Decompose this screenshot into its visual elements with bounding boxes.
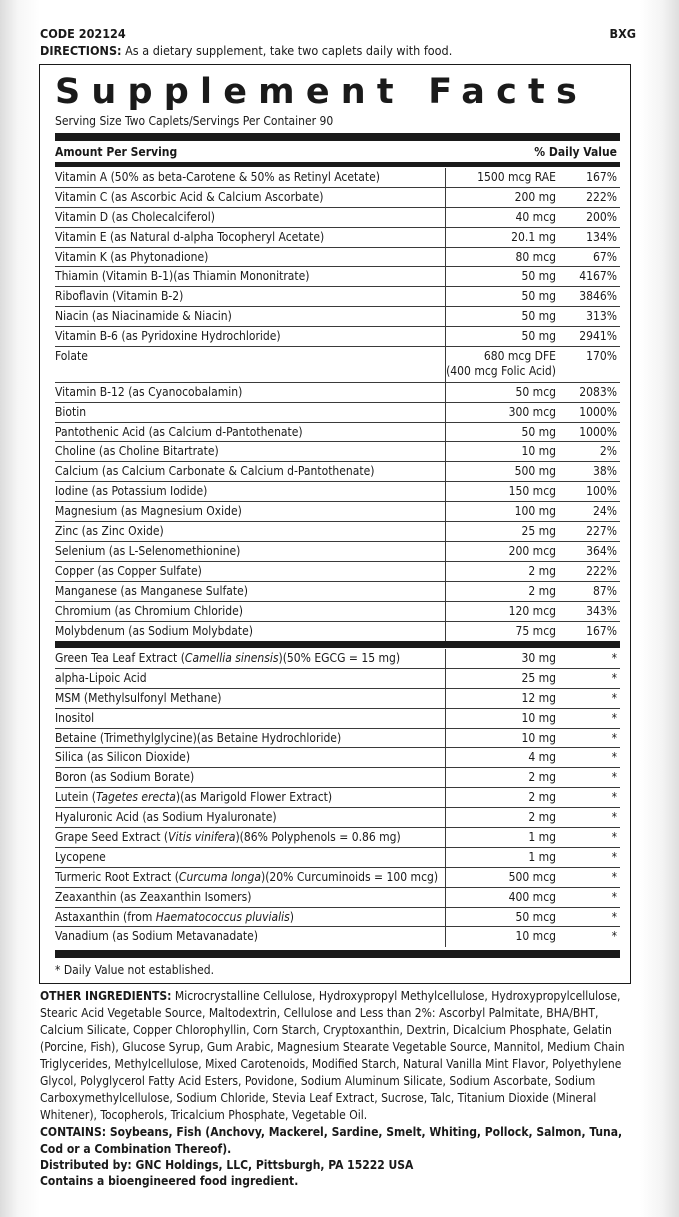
daily-value: 67%: [593, 249, 617, 264]
nutrient-name: Lutein (Tagetes erecta)(as Marigold Flower Extract): [55, 790, 333, 805]
nutrient-row: [55, 502, 620, 522]
daily-value: *: [611, 651, 617, 665]
nutrient-row: [55, 188, 620, 208]
column-separator: [445, 888, 446, 907]
nutrient-amount: 500 mg: [514, 464, 556, 479]
nutrient-amount: 25 mg: [521, 670, 556, 685]
brand-code: BXG: [609, 26, 636, 41]
nutrient-amount: 30 mg: [521, 651, 556, 665]
directions: [40, 43, 452, 58]
column-separator: [445, 482, 446, 501]
nutrient-name: Copper (as Copper Sulfate): [55, 563, 202, 578]
nutrient-amount: 20.1 mg: [511, 229, 556, 244]
column-separator: [445, 748, 446, 767]
daily-value: 2941%: [579, 329, 617, 344]
column-separator: [445, 502, 446, 521]
nutrient-row: [55, 888, 620, 908]
nutrient-row: [55, 462, 620, 482]
amount-per-serving-header: Amount Per Serving: [55, 145, 178, 159]
column-separator: [445, 828, 446, 847]
nutrient-row: [55, 808, 620, 828]
panel-title: Supplement Facts: [55, 72, 588, 112]
daily-value: 134%: [586, 229, 617, 244]
thick-divider: [55, 950, 620, 958]
nutrient-amount: 2 mg: [528, 583, 556, 598]
column-separator: [445, 267, 446, 286]
daily-value: *: [611, 869, 617, 884]
nutrient-row: [55, 482, 620, 502]
nutrient-name: Boron (as Sodium Borate): [55, 770, 195, 785]
column-separator: [445, 562, 446, 581]
thick-divider: [55, 133, 620, 141]
nutrient-amount: 100 mg: [514, 504, 556, 519]
daily-value: *: [611, 929, 617, 944]
nutrient-row: [55, 582, 620, 602]
column-separator: [445, 622, 446, 642]
nutrient-amount: 4 mg: [528, 750, 556, 765]
column-separator: [445, 788, 446, 807]
nutrient-row: [55, 168, 620, 188]
daily-value: 2083%: [579, 384, 617, 399]
daily-value: 167%: [586, 170, 617, 184]
daily-value: 364%: [586, 543, 617, 558]
nutrient-name: Vitamin B-12 (as Cyanocobalamin): [55, 384, 243, 399]
nutrient-row: [55, 649, 620, 669]
nutrient-name: Selenium (as L-Selenomethionine): [55, 543, 241, 558]
nutrient-amount: 10 mg: [521, 710, 556, 725]
nutrient-amount: 50 mg: [521, 289, 556, 304]
daily-value: *: [611, 889, 617, 904]
column-separator: [445, 307, 446, 326]
column-separator: [445, 287, 446, 306]
daily-value: 24%: [593, 504, 617, 519]
other-ingredients-text: Microcrystalline Cellulose, Hydroxypropyl Methylcellulose, Hydroxypropylcellulose, Stearic Acid Vegetable Source, Maltodextrin, Cellulose and Less than 2%: Ascorbyl Palmitate, BHA/BHT, Calcium Silicate, Copper Chlorophyllin, Corn Starch, Cryptoxanthin, Dextrin, Dicalcium Phosphate, Gelatin (Porcine, Fish), Glucose Syrup, Gum Arabic, Magnesium Stearate Vegetable Source, Mannitol, Medium Chain Triglycerides, Methylcellulose, Mixed Carotenoids, Modified Starch, Natural Vanilla Mint Flavor, Polyethylene Glycol, Polyglycerol Fatty Acid Esters, Povidone, Sodium Aluminum Silicate, Sodium Ascorbate, Sodium Carboxymethylcellulose, Sodium Chloride, Stevia Leaf Extract, Sucrose, Talc, Titanium Dioxide (Mineral Whitener), Tocopherols, Tricalcium Phosphate, Vegetable Oil.: [40, 989, 625, 1122]
product-code: CODE 202124: [40, 26, 126, 41]
nutrient-row: [55, 828, 620, 848]
daily-value: 100%: [586, 484, 617, 499]
daily-value: 227%: [586, 524, 617, 539]
nutrient-row: [55, 287, 620, 307]
column-separator: [445, 689, 446, 708]
bioengineered-notice: Contains a bioengineered food ingredient.: [40, 1174, 299, 1188]
nutrient-name: Vitamin B-6 (as Pyridoxine Hydrochloride): [55, 329, 281, 344]
nutrient-name: Manganese (as Manganese Sulfate): [55, 583, 248, 598]
nutrient-row: [55, 208, 620, 228]
nutrient-amount: 50 mcg: [515, 384, 556, 399]
nutrient-amount: 25 mg: [521, 524, 556, 539]
nutrient-row: [55, 403, 620, 423]
nutrient-name: Biotin: [55, 404, 87, 419]
directions-text: As a dietary supplement, take two caplets daily with food.: [121, 43, 453, 58]
nutrient-row: [55, 602, 620, 622]
directions-label: DIRECTIONS:: [40, 43, 122, 58]
nutrient-amount: 50 mg: [521, 269, 556, 284]
nutrient-name: Zeaxanthin (as Zeaxanthin Isomers): [55, 889, 252, 904]
nutrient-amount: 1500 mcg RAE: [477, 170, 556, 184]
nutrient-name: Choline (as Choline Bitartrate): [55, 444, 219, 459]
nutrient-amount: 1 mg: [528, 830, 556, 845]
nutrient-row: [55, 248, 620, 268]
daily-value: 3846%: [579, 289, 617, 304]
other-ingredients: [40, 988, 640, 1124]
nutrient-row: [55, 228, 620, 248]
daily-value: 170%: [586, 349, 617, 364]
nutrient-name: Magnesium (as Magnesium Oxide): [55, 504, 242, 519]
column-separator: [445, 208, 446, 227]
medium-divider: [55, 162, 620, 167]
column-separator: [445, 602, 446, 621]
daily-value: *: [611, 730, 617, 745]
nutrient-name: Turmeric Root Extract (Curcuma longa)(20% Curcuminoids = 100 mcg): [55, 869, 439, 884]
nutrient-amount-note: (400 mcg Folic Acid): [446, 364, 556, 379]
column-separator: [445, 868, 446, 887]
nutrient-name: Riboflavin (Vitamin B-2): [55, 289, 184, 304]
nutrient-amount: 40 mcg: [515, 209, 556, 224]
nutrient-row: [55, 669, 620, 689]
daily-value: 1000%: [579, 404, 617, 419]
daily-value: *: [611, 810, 617, 825]
nutrient-name: Zinc (as Zinc Oxide): [55, 524, 164, 539]
nutrient-name: Pantothenic Acid (as Calcium d-Pantothenate): [55, 424, 303, 439]
column-separator: [445, 327, 446, 346]
daily-value: 200%: [586, 209, 617, 224]
serving-info: Serving Size Two Caplets/Servings Per Container 90: [55, 114, 334, 128]
nutrient-name: Lycopene: [55, 849, 106, 864]
daily-value: 2%: [599, 444, 617, 459]
column-separator: [445, 808, 446, 827]
column-separator: [445, 709, 446, 728]
daily-value: 1000%: [579, 424, 617, 439]
nutrient-amount: 500 mcg: [508, 869, 556, 884]
nutrient-row: [55, 748, 620, 768]
nutrient-row: [55, 788, 620, 808]
nutrient-row: [55, 383, 620, 403]
column-separator: [445, 228, 446, 247]
column-separator: [445, 582, 446, 601]
nutrient-amount: 12 mg: [521, 690, 556, 705]
nutrient-name: Vitamin K (as Phytonadione): [55, 249, 209, 264]
column-separator: [445, 522, 446, 541]
nutrient-name: Astaxanthin (from Haematococcus pluvialis): [55, 909, 294, 924]
nutrient-row: [55, 689, 620, 709]
nutrient-amount: 680 mcg DFE: [483, 349, 556, 364]
nutrient-amount: 50 mg: [521, 309, 556, 324]
nutrient-name: Betaine (Trimethylglycine)(as Betaine Hydrochloride): [55, 730, 342, 745]
daily-value: *: [611, 670, 617, 685]
other-ingredients-label: OTHER INGREDIENTS:: [40, 989, 172, 1003]
vitamin-mineral-list: [55, 168, 620, 641]
nutrient-row: [55, 768, 620, 788]
nutrient-row: [55, 622, 620, 642]
nutrient-amount: 2 mg: [528, 563, 556, 578]
column-separator: [445, 542, 446, 561]
nutrient-name: alpha-Lipoic Acid: [55, 670, 147, 685]
column-separator: [445, 649, 446, 668]
allergen-statement: CONTAINS: Soybeans, Fish (Anchovy, Mackerel, Sardine, Smelt, Whiting, Pollock, Salmon, Tuna, Cod or a Combination Thereof).: [40, 1125, 623, 1156]
nutrient-row: [55, 347, 620, 383]
nutrient-amount: 80 mcg: [515, 249, 556, 264]
thick-divider: [55, 641, 620, 648]
nutrient-row: [55, 868, 620, 888]
column-separator: [445, 908, 446, 927]
nutrient-row: [55, 267, 620, 287]
nutrient-row: [55, 307, 620, 327]
nutrient-row: [55, 522, 620, 542]
daily-value: 313%: [586, 309, 617, 324]
nutrient-amount: 2 mg: [528, 790, 556, 805]
nutrient-row: [55, 327, 620, 347]
nutrient-row: [55, 729, 620, 749]
nutrient-row: [55, 908, 620, 928]
nutrient-row: [55, 709, 620, 729]
nutrient-amount: 10 mg: [521, 730, 556, 745]
daily-value: *: [611, 790, 617, 805]
column-separator: [445, 669, 446, 688]
daily-value: *: [611, 770, 617, 785]
nutrient-name: Thiamin (Vitamin B-1)(as Thiamin Mononitrate): [55, 269, 310, 284]
nutrient-amount: 2 mg: [528, 810, 556, 825]
nutrient-row: [55, 927, 620, 947]
daily-value-header: % Daily Value: [534, 145, 617, 159]
daily-value: *: [611, 750, 617, 765]
daily-value: 167%: [586, 623, 617, 638]
nutrient-amount: 10 mg: [521, 444, 556, 459]
nutrient-amount: 150 mcg: [508, 484, 556, 499]
nutrient-row: [55, 848, 620, 868]
distributor: Distributed by: GNC Holdings, LLC, Pittsburgh, PA 15222 USA: [40, 1158, 414, 1172]
nutrient-amount: 2 mg: [528, 770, 556, 785]
nutrient-name: Niacin (as Niacinamide & Niacin): [55, 309, 232, 324]
nutrient-name: Chromium (as Chromium Chloride): [55, 603, 243, 618]
nutrient-amount: 75 mcg: [515, 623, 556, 638]
column-separator: [445, 383, 446, 402]
nutrient-name: Molybdenum (as Sodium Molybdate): [55, 623, 253, 638]
nutrient-name: Hyaluronic Acid (as Sodium Hyaluronate): [55, 810, 277, 825]
nutrient-amount: 300 mcg: [508, 404, 556, 419]
daily-value: 222%: [586, 563, 617, 578]
daily-value: 4167%: [579, 269, 617, 284]
column-separator: [445, 188, 446, 207]
column-separator: [445, 248, 446, 267]
other-ingredient-list: [55, 649, 620, 947]
table-header: [55, 142, 620, 162]
nutrient-name: Green Tea Leaf Extract (Camellia sinensis)(50% EGCG = 15 mg): [55, 651, 401, 665]
nutrient-amount: 50 mcg: [515, 909, 556, 924]
column-separator: [445, 848, 446, 867]
daily-value: *: [611, 710, 617, 725]
nutrient-amount: 120 mcg: [508, 603, 556, 618]
nutrient-amount: 1 mg: [528, 849, 556, 864]
nutrient-name: Silica (as Silicon Dioxide): [55, 750, 191, 765]
column-separator: [445, 462, 446, 481]
column-separator: [445, 403, 446, 422]
daily-value: 222%: [586, 189, 617, 204]
daily-value: *: [611, 830, 617, 845]
nutrient-amount: 50 mg: [521, 329, 556, 344]
daily-value: *: [611, 909, 617, 924]
nutrient-amount: 10 mcg: [515, 929, 556, 944]
column-separator: [445, 442, 446, 461]
column-separator: [445, 168, 446, 187]
nutrient-name: Iodine (as Potassium Iodide): [55, 484, 208, 499]
column-separator: [445, 768, 446, 787]
supplement-facts-panel: [39, 64, 631, 984]
footnote: * Daily Value not established.: [55, 963, 215, 977]
nutrient-name: Calcium (as Calcium Carbonate & Calcium d-Pantothenate): [55, 464, 375, 479]
nutrient-name: Grape Seed Extract (Vitis vinifera)(86% Polyphenols = 0.86 mg): [55, 830, 401, 845]
nutrient-name: Vitamin D (as Cholecalciferol): [55, 209, 215, 224]
nutrient-name: Vanadium (as Sodium Metavanadate): [55, 929, 258, 944]
nutrient-row: [55, 542, 620, 562]
nutrient-row: [55, 423, 620, 443]
column-separator: [445, 423, 446, 442]
nutrient-amount: 200 mcg: [508, 543, 556, 558]
nutrient-name: Folate: [55, 349, 88, 364]
nutrient-name: Vitamin C (as Ascorbic Acid & Calcium Ascorbate): [55, 189, 324, 204]
daily-value: *: [611, 690, 617, 705]
nutrient-row: [55, 442, 620, 462]
column-separator: [445, 927, 446, 947]
daily-value: 343%: [586, 603, 617, 618]
nutrient-amount: 200 mg: [514, 189, 556, 204]
nutrient-name: MSM (Methylsulfonyl Methane): [55, 690, 222, 705]
nutrient-name: Inositol: [55, 710, 95, 725]
daily-value: *: [611, 849, 617, 864]
column-separator: [445, 729, 446, 748]
nutrient-row: [55, 562, 620, 582]
nutrient-name: Vitamin A (50% as beta-Carotene & 50% as Retinyl Acetate): [55, 170, 380, 184]
nutrient-amount: 400 mcg: [508, 889, 556, 904]
daily-value: 87%: [593, 583, 617, 598]
nutrient-name: Vitamin E (as Natural d-alpha Tocopheryl Acetate): [55, 229, 325, 244]
daily-value: 38%: [593, 464, 617, 479]
nutrient-amount: 50 mg: [521, 424, 556, 439]
